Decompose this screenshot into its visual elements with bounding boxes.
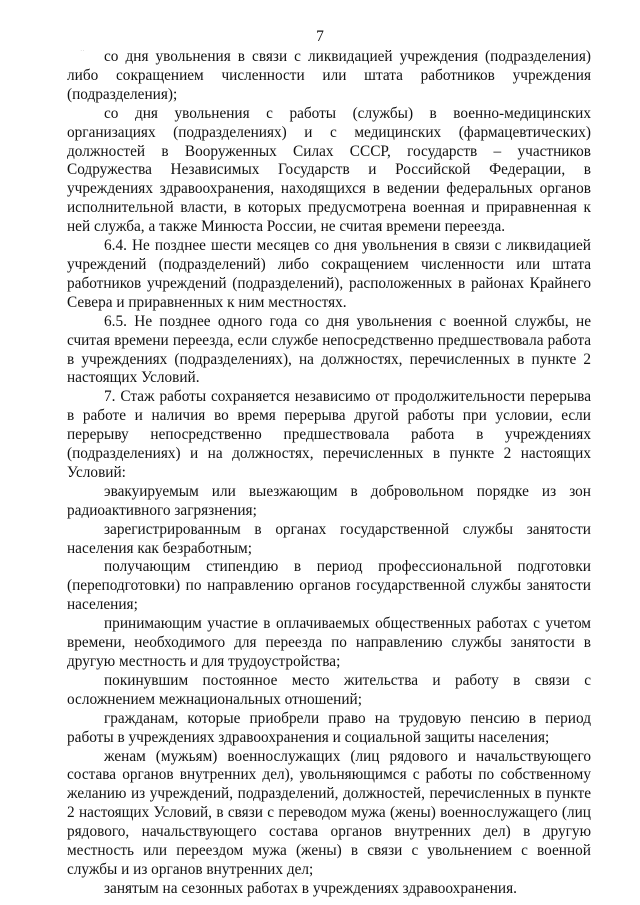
paragraph: 6.4. Не позднее шести месяцев со дня увольнения в связи с ликвидацией учреждений (подразделений) либо сокращением численности или штата работников учреждений (подразделений), расположенных в районах Крайнего Севера и приравненных к ним местностях. [67,237,591,311]
paragraph: эвакуируемым или выезжающим в добровольном порядке из зон радиоактивного загрязнения; [67,482,591,519]
paragraph: 6.5. Не позднее одного года со дня увольнения с военной службы, не считая времени переезда, если службе непосредственно предшествовала работа в учреждениях (подразделениях), на должностях, перечисленных в пункте 2 настоящих Условий. [67,312,591,387]
paragraph: женам (мужьям) военнослужащих (лиц рядового и начальствующего состава органов внутренних дел), увольняющимся с работы по собственному желанию из учреждений, подразделений, должностей, перечисленных в пункте 2 настоящих Условий, в связи с переводом мужа (жены) военнослужащего (лиц рядового, начальствующего состава органов внутренних дел) в другую местность или переездом мужа (жены) в связи с увольнением с военной службы и из органов внутренних дел; [67,747,591,878]
paragraph: зарегистрированным в органах государственной службы занятости населения как безработным; [67,520,591,557]
document-body [67,48,591,899]
paragraph: покинувшим постоянное место жительства и работу в связи с осложнением межнациональных отношений; [67,671,591,708]
paragraph: 7. Стаж работы сохраняется независимо от продолжительности перерыва в работе и наличия во время перерыва другой работы при условии, если перерыву непосредственно предшествовала работа в учреждениях (подразделениях) и на должностях, перечисленных в пункте 2 настоящих Условий: [67,388,591,481]
paragraph: получающим стипендию в период профессиональной подготовки (переподготовки) по направлению органов государственной службы занятости населения; [67,558,591,614]
page-number: 7 [316,28,324,45]
paragraph: гражданам, которые приобрели право на трудовую пенсию в период работы в учреждениях здравоохранения и социальной защиты населения; [67,709,591,746]
paragraph: занятым на сезонных работах в учреждениях здравоохранения. [104,879,517,897]
scan-speck: ˙˙ [80,49,85,57]
paragraph: со дня увольнения в связи с ликвидацией учреждения (подразделения) либо сокращением численности или штата работников учреждения (подразделения); [67,48,591,103]
paragraph: принимающим участие в оплачиваемых общественных работах с учетом времени, необходимого для переезда по направлению службы занятости в другую местность и для трудоустройства; [67,615,591,670]
paragraph: со дня увольнения с работы (службы) в военно-медицинских организациях (подразделениях) и с медицинских (фармацевтических) должностей в Вооруженных Силах СССР, государств – участников Содружества Независимых Государств и Российской Федерации, в учреждениях здравоохранения, находящихся в ведении федеральных органов исполнительной власти, в которых предусмотрена военная и приравненная к ней служба, а также Минюста России, не считая времени переезда. [67,104,591,236]
